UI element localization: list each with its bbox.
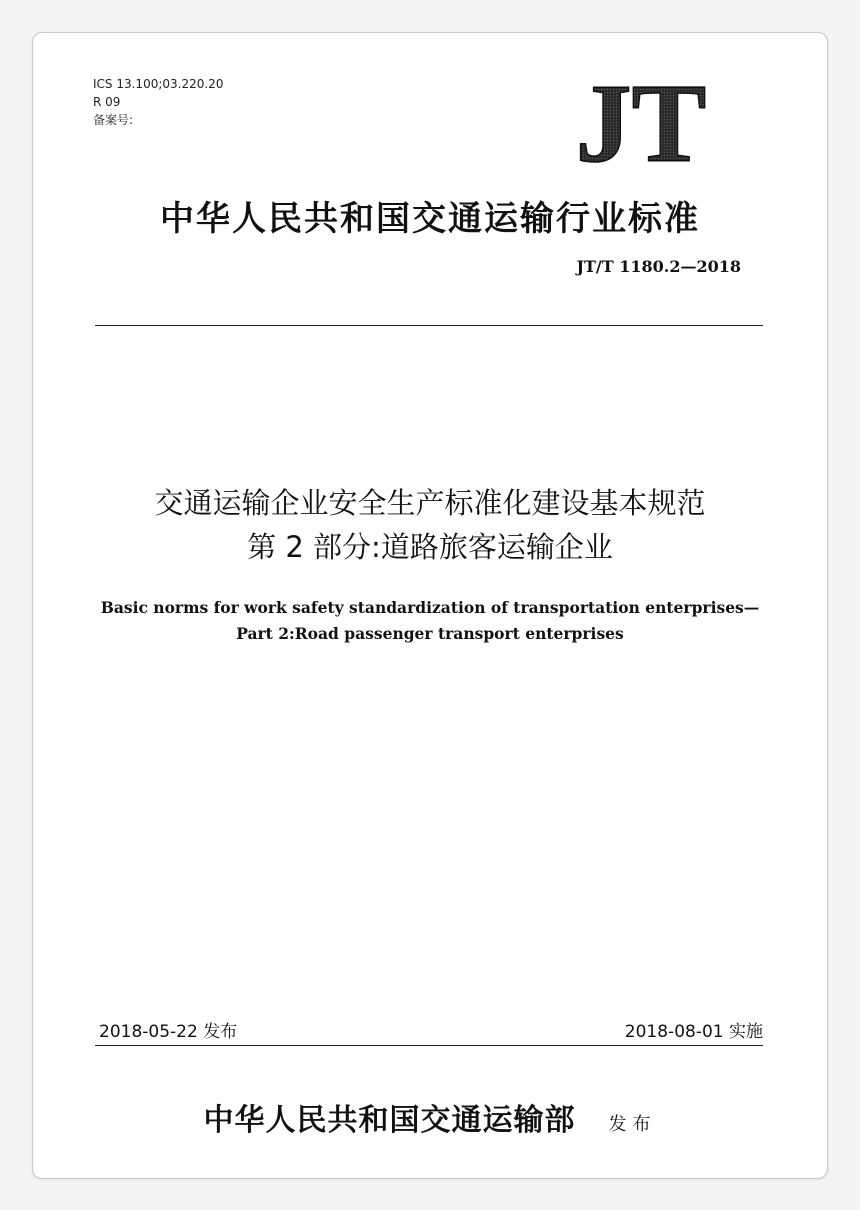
chinese-title — [33, 481, 827, 569]
chinese-title-line-2: 第 2 部分:道路旅客运输企业 — [247, 530, 613, 564]
effective-date: 2018-08-01 实施 — [624, 1022, 763, 1042]
document-cover — [32, 32, 828, 1179]
english-title — [33, 595, 827, 647]
jt-logo-text: JT — [575, 73, 707, 169]
classification-block — [93, 75, 223, 129]
english-title-line-1: Basic norms for work safety standardization of transportation enterprises— — [100, 598, 760, 617]
record-number-label: 备案号: — [93, 113, 134, 127]
top-divider — [95, 325, 763, 326]
english-title-line-2: Part 2:Road passenger transport enterprises — [236, 624, 624, 643]
publish-label: 发布 — [608, 1114, 657, 1135]
chinese-title-line-1: 交通运输企业安全生产标准化建设基本规范 — [154, 486, 706, 520]
standard-code: JT/T 1180.2—2018 — [576, 257, 741, 276]
issuer-title: 中华人民共和国交通运输行业标准 — [160, 199, 700, 239]
ics-code: ICS 13.100;03.220.20 — [93, 77, 224, 91]
r-code: R 09 — [93, 95, 121, 109]
issue-date: 2018-05-22 发布 — [99, 1022, 238, 1042]
publisher-line — [33, 1095, 827, 1139]
jt-logo-icon — [561, 73, 721, 169]
publisher-name: 中华人民共和国交通运输部 — [203, 1103, 576, 1138]
bottom-divider — [95, 1045, 763, 1046]
